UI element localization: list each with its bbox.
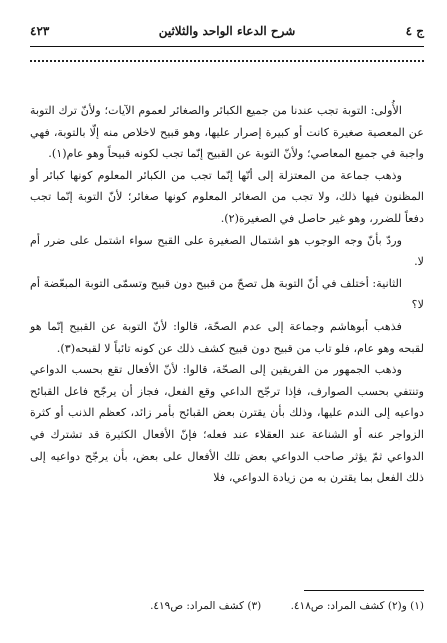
paragraph-rebuttal: وردّ بأنّ وجه الوجوب هو اشتمال الصغيرة على القبح سواء اشتمل على ضرر أم لا. — [30, 233, 424, 269]
header-rule — [30, 46, 424, 47]
footnote-3: (٣) كشف المراد: ص٤١٩. — [150, 600, 262, 612]
dotted-separator — [30, 60, 424, 62]
page-number: ٤٢٣ — [30, 24, 50, 38]
paragraph-first-issue: الأُولى: التوبة تجب عندنا من جميع الكبائر والصغائر لعموم الآيات؛ ولأنّ ترك التوبة عن المعصية صغيرة كانت أو كبيرة إصرار عليها، وهو قبيح لاخلاص منه إلّا بالتوبة، فهي واجبة في جميع المعاصي؛ ولأنّ التوبة عن القبيح إنّما تجب لكونه قبيحاً وهو عام(١). — [30, 104, 424, 161]
paragraph-second-issue: الثانية: أختلف في أنّ التوبة هل تصحّ من قبيح دون قبيح وتسمّى التوبة المبعّضة أم لا؟ — [30, 276, 424, 312]
body-text — [30, 100, 424, 489]
running-title: شرح الدعاء الواحد والثلاثين — [158, 24, 296, 38]
book-page — [30, 22, 424, 622]
paragraph-mutazila-view: وذهب جماعة من المعتزلة إلى أنّها إنّما تجب من الكبائر المعلوم كونها كبائر أو المظنون فيها ذلك، ولا تجب من الصغائر المعلوم كونها صغائر؛ لأنّ التوبة إنّما تجب دفعاً للضرر، وهو غير حاصل في الصغيرة(٢). — [30, 168, 424, 225]
footnote-rule — [304, 590, 424, 591]
footnote-1-2: (١) و(٢) كشف المراد: ص٤١٨. — [290, 600, 424, 612]
paragraph-majority-view: وذهب الجمهور من الفريقين إلى الصحّة، قالوا: لأنّ الأفعال تقع بحسب الدواعي وتنتفي بحسب الصوارف، فإذا ترجّح الداعي وقع الفعل، فجاز أن يرجّح فاعل القبائح دواعيه إلى الندم عليها، وذلك بأن يقترن بعض القبائح بأمر زائد، كعظم الذنب أو كثرة الزواجر عنه أو الشناعة عند العقلاء عند فعله؛ فإنّ الأفعال الكثيرة قد تشترك في الدواعي ثمّ يؤثر صاحب الدواعي بعض تلك الأفعال على بعض، بأن يرجّح دواعيه إلى ذلك الفعل بما يقترن به من زيادة الدواعي، فلا — [30, 363, 424, 485]
footnotes — [30, 600, 424, 612]
paragraph-abu-hashim-view: فذهب أبوهاشم وجماعة إلى عدم الصحّة، قالوا: لأنّ التوبة عن القبيح إنّما هو لقبحه وهو عام، فلو تاب من قبيح دون قبيح كشف ذلك عن كونه تائباً لا لقبحه(٣). — [30, 319, 424, 355]
volume-label: ج ٤ — [405, 24, 424, 38]
running-header — [30, 22, 424, 44]
